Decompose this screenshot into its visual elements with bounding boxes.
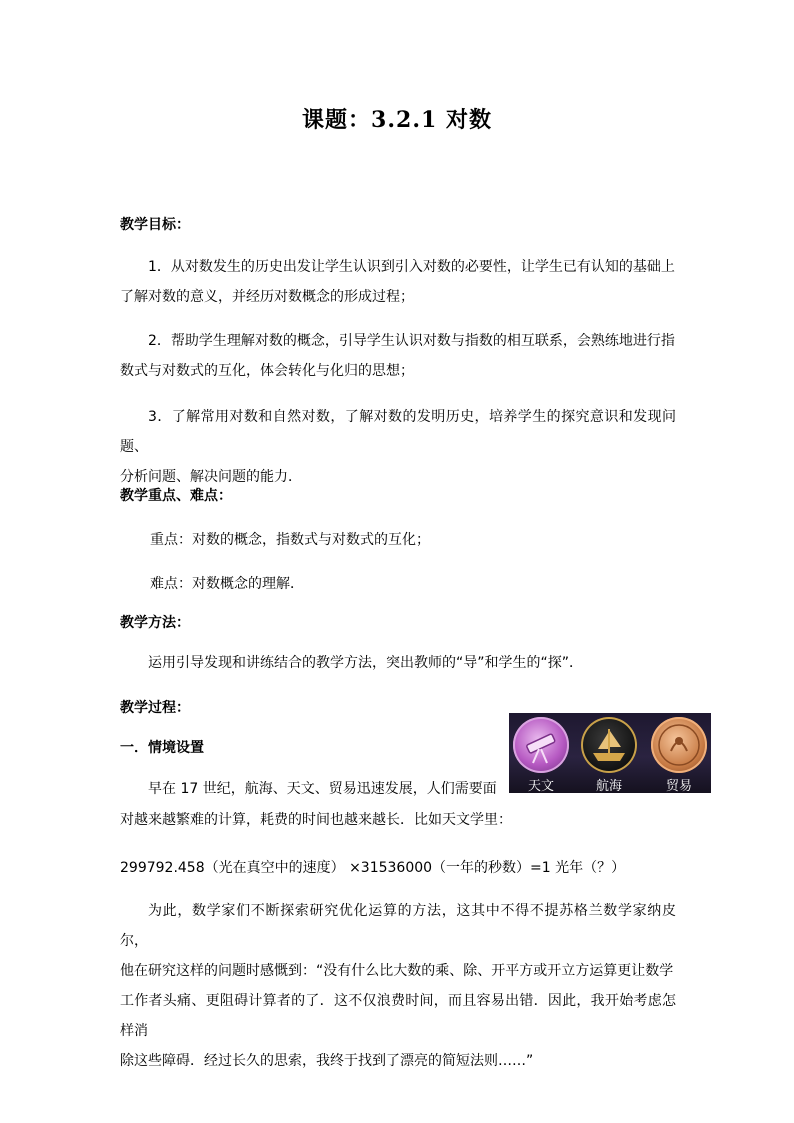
objective-1-line1: 1．从对数发生的历史出发让学生认识到引入对数的必要性，让学生已有认知的基础上 — [148, 259, 675, 275]
napier-line2: 他在研究这样的问题时感慨到：“没有什么比大数的乘、除、开平方或开立方运算更让数学 — [120, 963, 674, 979]
objective-3-line1: 3．了解常用对数和自然对数，了解对数的发明历史，培养学生的探究意识和发现问题、 — [120, 409, 676, 455]
objective-1-line2: 了解对数的意义，并经历对数概念的形成过程； — [120, 289, 414, 305]
scenario-line2: 对越来越繁难的计算，耗费的时间也越来越长．比如天文学里： — [120, 812, 512, 828]
napier-line3: 工作者头痛、更阻碍计算者的了．这不仅浪费时间，而且容易出错．因此，我开始考虑怎样消 — [120, 993, 676, 1039]
objective-2-line2: 数式与对数式的互化，体会转化与化归的思想； — [120, 363, 414, 379]
objective-item-2 — [120, 326, 676, 386]
telescope-icon — [513, 717, 569, 773]
page-title: 课题：3.2.1 对数 — [302, 107, 492, 133]
scenario-line1: 早在 17 世纪，航海、天文、贸易迅速发展，人们需要面 — [148, 781, 497, 797]
section-heading-scenario: 一．情境设置 — [120, 740, 204, 756]
banner-label-astronomy: 天文 — [527, 779, 554, 793]
method-text: 运用引导发现和讲练结合的教学方法，突出教师的“导”和学生的“探”． — [148, 655, 584, 671]
key-point-difficulty: 难点：对数概念的理解． — [150, 576, 304, 592]
method-heading: 教学方法： — [120, 615, 190, 631]
banner-label-trade: 贸易 — [665, 779, 692, 793]
banner-label-navigation: 航海 — [595, 779, 622, 793]
objectives-heading: 教学目标： — [120, 217, 190, 233]
objective-item-1 — [120, 252, 676, 312]
scenario-paragraph — [120, 774, 500, 804]
key-points-heading: 教学重点、难点： — [120, 488, 232, 504]
key-point-focus: 重点：对数的概念，指数式与对数式的互化； — [150, 532, 430, 548]
history-banner-image — [509, 713, 711, 793]
napier-line1: 为此，数学家们不断探索研究优化运算的方法，这其中不得不提苏格兰数学家纳皮尔， — [120, 903, 676, 949]
objective-3-line2: 分析问题、解决问题的能力． — [120, 469, 302, 485]
process-heading: 教学过程： — [120, 700, 190, 716]
trade-coin-icon — [651, 717, 707, 773]
light-year-formula: 299792.458（光在真空中的速度） ×31536000（一年的秒数）=1 光年（？） — [120, 860, 626, 876]
napier-line4: 除这些障碍．经过长久的思索，我终于找到了漂亮的简短法则……” — [120, 1053, 534, 1069]
objective-item-3 — [120, 402, 676, 492]
napier-paragraph — [120, 896, 676, 1076]
objective-2-line1: 2．帮助学生理解对数的概念，引导学生认识对数与指数的相互联系，会熟练地进行指 — [148, 333, 675, 349]
scenario-paragraph-cont — [120, 805, 676, 835]
ship-icon — [581, 717, 637, 773]
